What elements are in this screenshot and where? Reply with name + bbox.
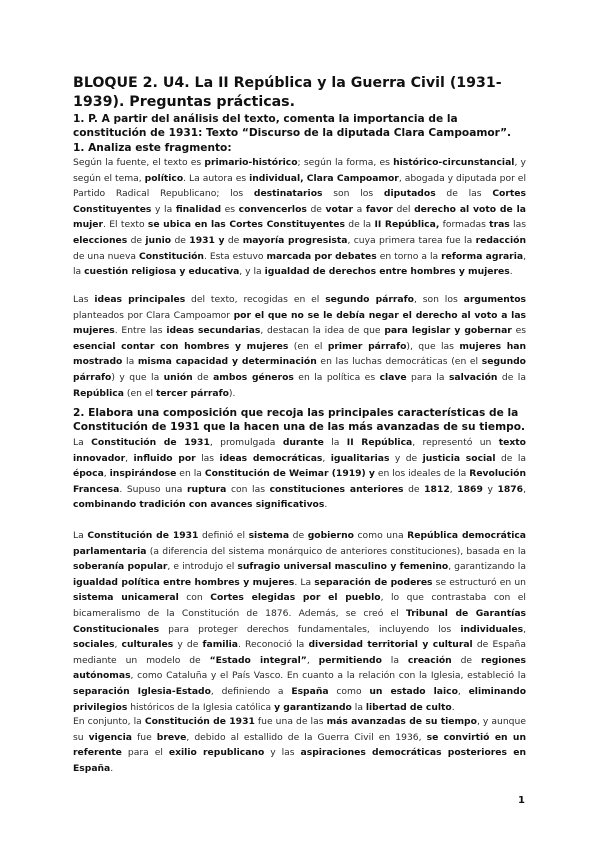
question-1-subheading: 1. Analiza este fragmento: [73,142,232,154]
q2-paragraph-3: En conjunto, la Constitución de 1931 fue una de las más avanzadas de su tiempo, y aunque su vigencia fue breve, debido al estallido de la Guerra Civil en 1936, se convirtió en un referente para el exilio republicano y las aspiraciones democráticas posteriores en España. [73,716,526,774]
question-2-heading: 2. Elabora una composición que recoja las principales características de la Constitución de 1931 que la hacen una de las más avanzadas de su tiempo. [73,407,526,433]
question-1-heading: 1. P. A partir del análisis del texto, comenta la importancia de la constitución de 1931: Texto “Discurso de la diputada Clara Campoamor”. [73,113,512,139]
q1-paragraph-2: Las ideas principales del texto, recogidas en el segundo párrafo, son los argumentos planteados por Clara Campoamor por el que no se le debía negar el derecho al voto a las mujeres. Entre las ideas secundarias, destacan la idea de que para legislar y gobernar es esencial contar con hombres y mujeres (en el primer párrafo), que las mujeres han mostrado la misma capacidad y determinación en las luchas democráticas (en el segundo párrafo) y que la unión de ambos géneros en la política es clave para la salvación de la República (en el tercer párrafo). [73,294,527,399]
q1-paragraph-1: Según la fuente, el texto es primario-histórico; según la forma, es histórico-circunstancial, y según el tema, político. La autora es individual, Clara Campoamor, abogada y diputada por el Partido Radical Republicano; los destinatarios son los diputados de las Cortes Constituyentes y la finalidad es convencerlos de votar a favor del derecho al voto de la mujer. El texto se ubica en las Cortes Constituyentes de la II República, formadas tras las elecciones de junio de 1931 y de mayoría progresista, cuya primera tarea fue la redacción de una nueva Constitución. Esta estuvo marcada por debates en torno a la reforma agraria, la cuestión religiosa y educativa, y la igualdad de derechos entre hombres y mujeres. [73,157,527,278]
q2-paragraph-2: La Constitución de 1931 definió el sistema de gobierno como una República democrática parlamentaria (a diferencia del sistema monárquico de anteriores constituciones), basada en la soberanía popular, e introdujo el sufragio universal masculino y femenino, garantizando la igualdad política entre hombres y mujeres. La separación de poderes se estructuró en un sistema unicameral con Cortes elegidas por el pueblo, lo que contrastaba con el bicameralismo de la Constitución de 1876. Además, se creó el Tribunal de Garantías Constitucionales para proteger derechos fundamentales, incluyendo los individuales, sociales, culturales y de familia. Reconoció la diversidad territorial y cultural de España mediante un modelo de “Estado integral”, permitiendo la creación de regiones autónomas, como Cataluña y el País Vasco. En cuanto a la relación con la Iglesia, estableció la separación Iglesia-Estado, definiendo a España como un estado laico, eliminando privilegios históricos de la Iglesia católica y garantizando la libertad de culto. [73,530,527,713]
q2-paragraph-1: La Constitución de 1931, promulgada durante la II República, representó un texto innovador, influido por las ideas democráticas, igualitarias y de justicia social de la época, inspirándose en la Constitución de Weimar (1919) y en los ideales de la Revolución Francesa. Supuso una ruptura con las constituciones anteriores de 1812, 1869 y 1876, combinando tradición con avances significativos. [73,437,527,511]
document-title: BLOQUE 2. U4. La II República y la Guerra Civil (1931-1939). Preguntas prácticas. [73,75,502,110]
page-number: 1 [518,795,525,806]
